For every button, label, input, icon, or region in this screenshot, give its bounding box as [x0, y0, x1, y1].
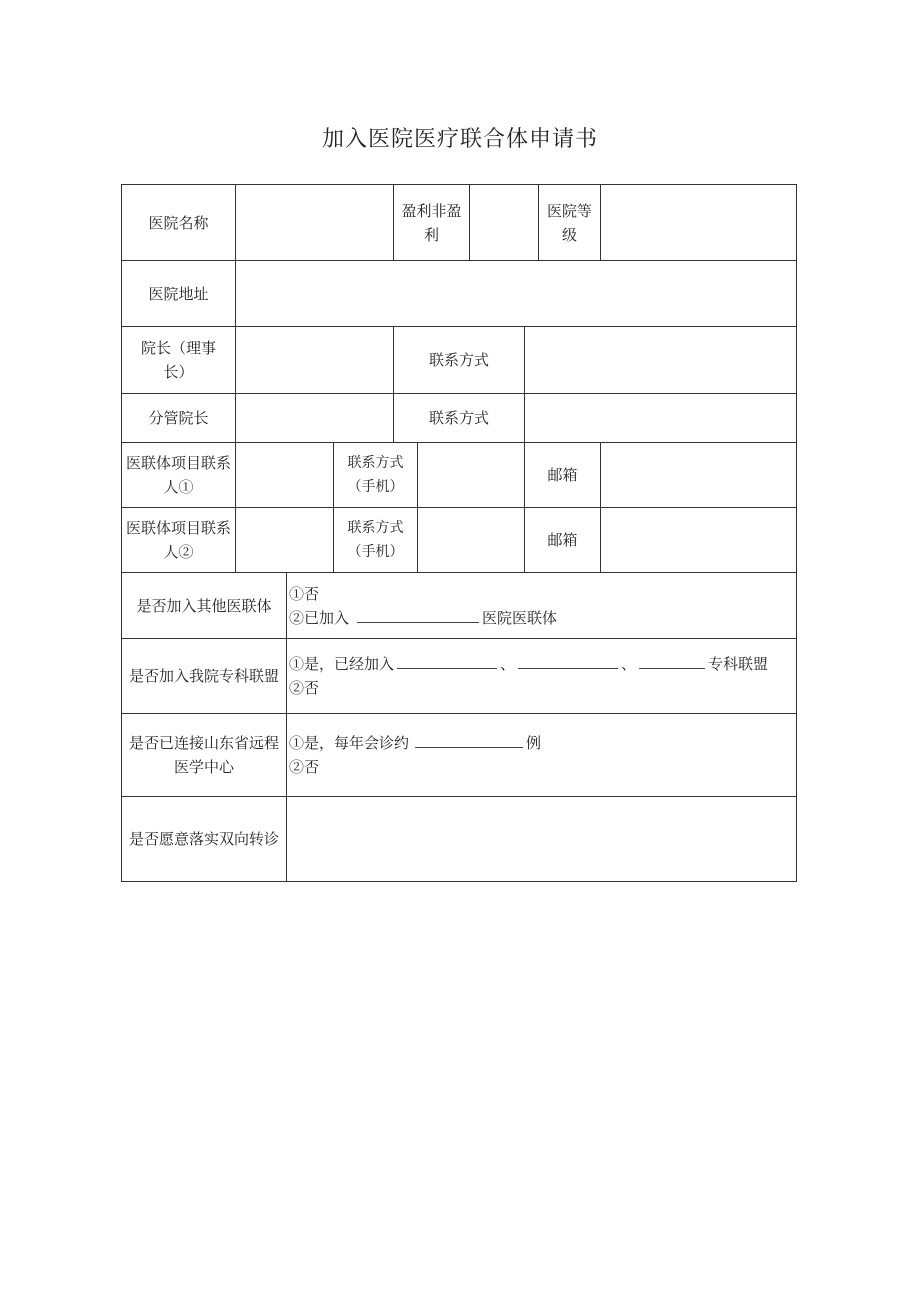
liaison-2-email-label: 邮箱 — [547, 531, 578, 549]
vice-president-field[interactable] — [236, 394, 393, 442]
hospital-address-label: 医院地址 — [148, 284, 209, 303]
hospital-level-field[interactable] — [601, 185, 796, 260]
separator-1: 、 — [500, 655, 516, 673]
liaison-2-mobile-label: 联系方式（手机） — [347, 520, 404, 560]
liaison-2-mobile-field[interactable] — [418, 508, 524, 572]
hospital-address-field[interactable] — [236, 261, 796, 326]
profit-type-label: 盈利非盈利 — [401, 201, 462, 244]
liaison-2-email-field[interactable] — [601, 508, 796, 572]
separator-2: 、 — [621, 655, 637, 673]
option-specialty-yes[interactable] — [289, 652, 768, 676]
hospital-name-label: 医院名称 — [148, 213, 209, 232]
liaison-1-email-label: 邮箱 — [547, 466, 578, 484]
option-specialty-no[interactable]: ②否 — [289, 679, 320, 697]
willing-referral-label: 是否愿意落实双向转诊 — [128, 830, 279, 848]
joined-specialty-label: 是否加入我院专科联盟 — [128, 667, 279, 685]
liaison-1-email-field[interactable] — [601, 443, 796, 507]
option-other-yes[interactable] — [289, 606, 557, 630]
president-contact-label: 联系方式 — [428, 351, 489, 369]
president-contact-field[interactable] — [525, 327, 796, 393]
liaison-1-mobile-field[interactable] — [418, 443, 524, 507]
option-specialty-yes-suffix: 专科联盟 — [708, 655, 769, 673]
liaison-2-name-field[interactable] — [236, 508, 333, 572]
willing-referral-field[interactable] — [287, 797, 796, 881]
hospital-name-field[interactable] — [236, 185, 393, 260]
liaison-1-label: 医联体项目联系人① — [125, 454, 231, 496]
vice-president-contact-label: 联系方式 — [428, 409, 489, 427]
option-remote-yes[interactable] — [289, 731, 541, 755]
option-other-yes-suffix: 医院医联体 — [482, 608, 558, 627]
president-label: 院长（理事长） — [140, 339, 216, 381]
connected-remote-label: 是否已连接山东省远程医学中心 — [128, 734, 279, 776]
joined-specialty-options — [287, 639, 796, 713]
consultation-count-blank[interactable] — [415, 732, 523, 748]
specialty-blank-1[interactable] — [397, 653, 497, 669]
option-remote-no[interactable]: ②否 — [289, 758, 320, 776]
president-field[interactable] — [236, 327, 393, 393]
hospital-level-label: 医院等级 — [546, 201, 592, 244]
option-remote-yes-prefix: ①是，每年会诊约 — [289, 734, 410, 752]
option-other-no[interactable]: ①否 — [289, 584, 320, 603]
liaison-1-mobile-label: 联系方式（手机） — [347, 455, 404, 495]
liaison-2-label: 医联体项目联系人② — [125, 519, 231, 561]
specialty-blank-2[interactable] — [518, 653, 618, 669]
joined-other-label: 是否加入其他医联体 — [136, 596, 272, 615]
other-alliance-blank[interactable] — [357, 607, 479, 623]
specialty-blank-3[interactable] — [639, 653, 705, 669]
connected-remote-options — [287, 714, 796, 796]
profit-type-field[interactable] — [470, 185, 538, 260]
option-remote-yes-suffix: 例 — [526, 734, 542, 752]
vice-president-label: 分管院长 — [148, 409, 209, 427]
joined-other-options — [287, 573, 796, 638]
liaison-1-name-field[interactable] — [236, 443, 333, 507]
page-title: 加入医院医疗联合体申请书 — [321, 127, 598, 152]
vice-president-contact-field[interactable] — [525, 394, 796, 442]
option-specialty-yes-prefix: ①是，已经加入 — [289, 655, 395, 673]
option-other-yes-prefix: ②已加入 — [289, 608, 350, 627]
